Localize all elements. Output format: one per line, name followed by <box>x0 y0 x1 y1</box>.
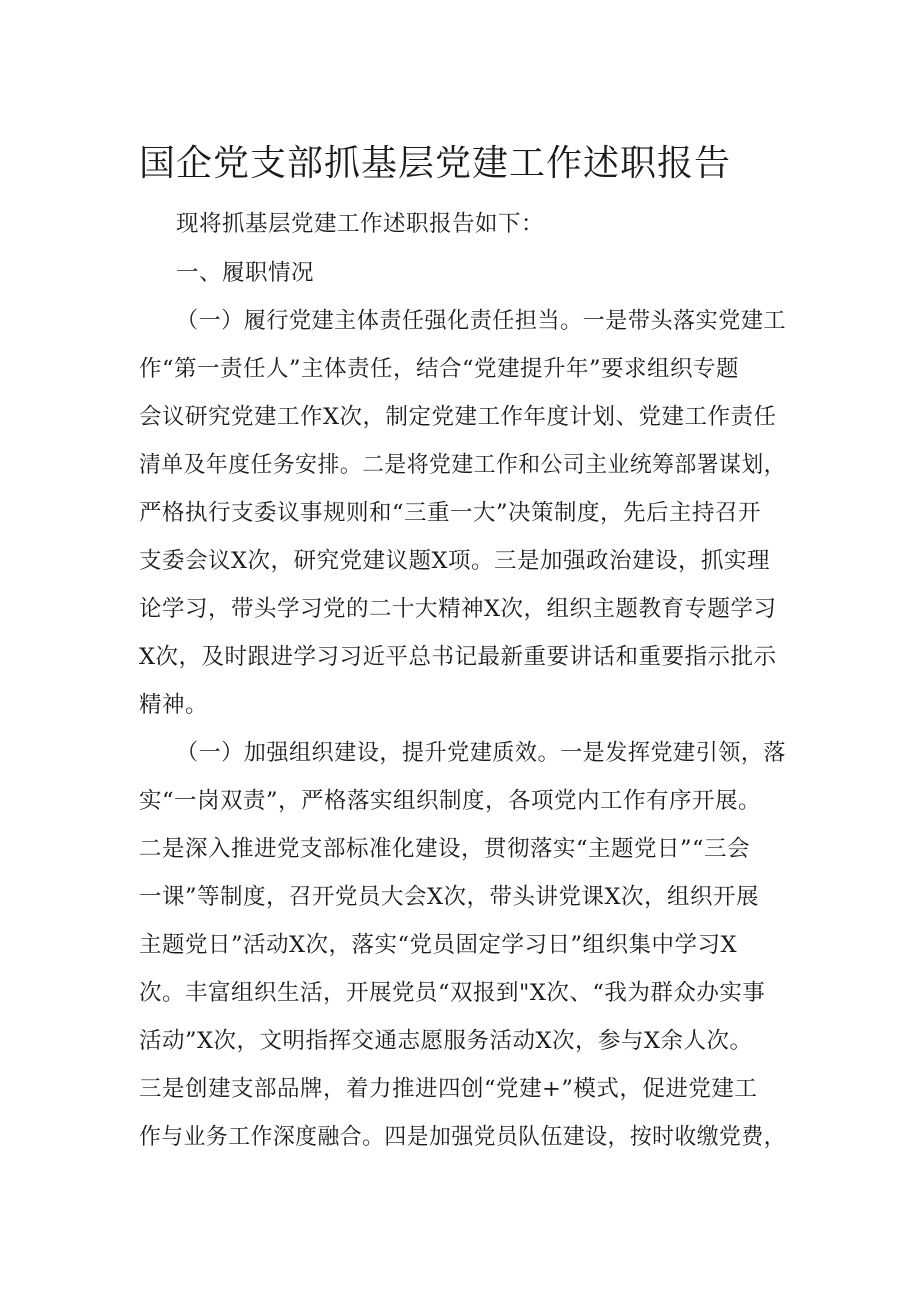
paragraph-line: 主题党日”活动X次，落实“党员固定学习日”组织集中学习X <box>139 932 738 958</box>
paragraph-line: （一）履行党建主体责任强化责任担当。一是带头落实党建工 <box>176 308 787 334</box>
paragraph-line: 严格执行支委议事规则和“三重一大”决策制度，先后主持召开 <box>139 500 762 526</box>
intro-text: 现将抓基层党建工作述职报告如下： <box>176 211 545 237</box>
paragraph-line: 支委会议X次，研究党建议题X项。三是加强政治建设，抓实理 <box>139 548 771 574</box>
paragraph-line: 作与业务工作深度融合。四是加强党员队伍建设，按时收缴党费， <box>139 1124 787 1150</box>
paragraph-line: X次，及时跟进学习习近平总书记最新重要讲话和重要指示批示 <box>139 644 777 670</box>
paragraph-line: 次。丰富组织生活，开展党员“双报到"X次、“我为群众办实事 <box>139 980 766 1006</box>
paragraph-line: 清单及年度任务安排。二是将党建工作和公司主业统筹部署谋划， <box>139 452 787 478</box>
paragraph-line: 会议研究党建工作X次，制定党建工作年度计划、党建工作责任 <box>139 404 777 430</box>
paragraph-line: （一）加强组织建设，提升党建质效。一是发挥党建引领，落 <box>176 740 787 766</box>
document-title: 国企党支部抓基层党建工作述职报告 <box>139 143 732 184</box>
paragraph-line: 作“第一责任人”主体责任，结合“党建提升年”要求组织专题 <box>139 356 740 382</box>
paragraph-line: 活动”X次，文明指挥交通志愿服务活动X次，参与X余人次。 <box>139 1028 753 1054</box>
paragraph-line: 一课”等制度，召开党员大会X次，带头讲党课X次，组织开展 <box>139 884 760 910</box>
section-heading: 一、履职情况 <box>176 260 315 286</box>
paragraph-line: 实“一岗双责”，严格落实组织制度，各项党内工作有序开展。 <box>139 788 762 814</box>
paragraph-line: 论学习，带头学习党的二十大精神X次，组织主题教育专题学习 <box>139 596 777 622</box>
paragraph-line: 二是深入推进党支部标准化建设，贯彻落实“主题党日”“三会 <box>139 836 751 862</box>
paragraph-line: 精神。 <box>139 692 209 718</box>
paragraph-line: 三是创建支部品牌，着力推进四创“党建+”模式，促进党建工 <box>139 1076 758 1102</box>
